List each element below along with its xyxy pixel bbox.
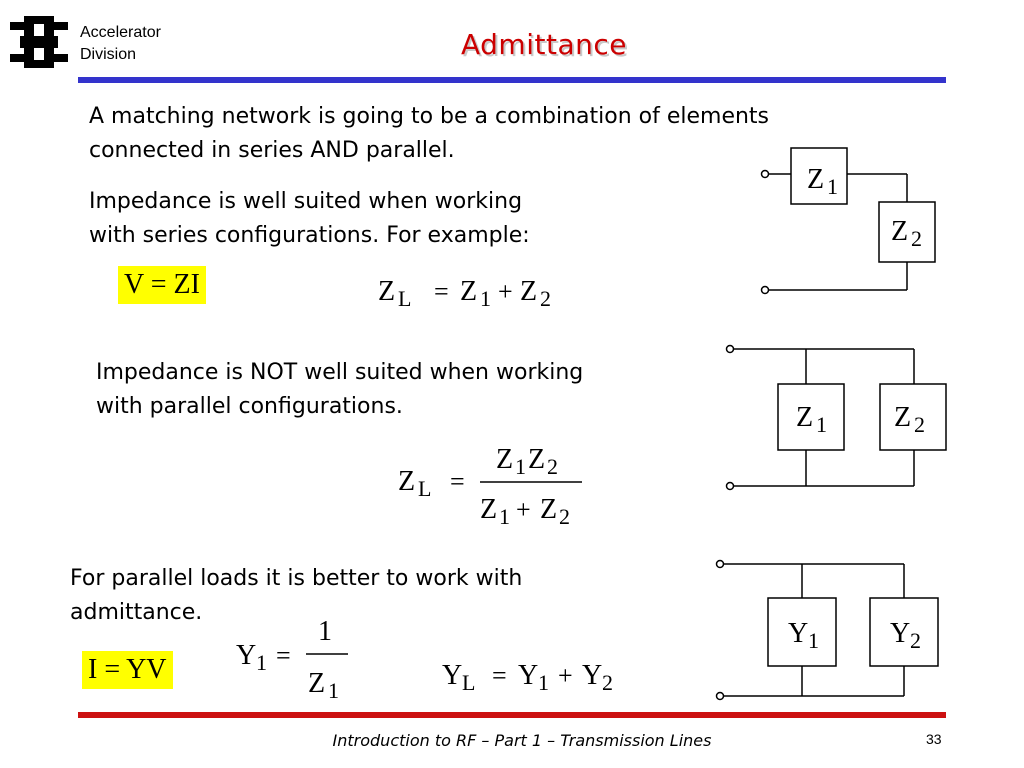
eq-par-num-a-sub: 1 (515, 454, 526, 479)
footer-title-text: Introduction to RF – Part 1 – Transmission Lines (332, 731, 712, 750)
eq-y1-den: Z (308, 668, 326, 699)
parallel-admittance-diagram (712, 556, 942, 706)
eq-yl-op: = (492, 661, 507, 690)
y2-label: Y (890, 618, 911, 649)
terminal-top (762, 171, 769, 178)
eq-par-num-a: Z (496, 444, 514, 475)
eq-yl-lhs-sub: L (462, 670, 476, 695)
paragraph-admittance-line-2: admittance. (70, 600, 203, 625)
equation-ohms-law: V = ZI (118, 266, 206, 304)
eq-yl-lhs: Y (442, 660, 463, 691)
terminal-bottom (762, 287, 769, 294)
eq-par-lhs-sub: L (418, 476, 432, 501)
eq-yl-b-sub: 2 (602, 670, 613, 695)
z2-sub: 2 (911, 226, 922, 251)
equation-admittance-definition (230, 610, 360, 704)
equation-parallel-admittance (436, 652, 636, 698)
terminal-top (717, 561, 724, 568)
terminal-bottom (717, 693, 724, 700)
eq-y1-den-sub: 1 (328, 678, 339, 703)
z1-label: Z (796, 402, 814, 433)
eq-series-plus: + (498, 277, 513, 306)
y2-sub: 2 (910, 628, 921, 653)
paragraph-parallel-line-2: with parallel configurations. (96, 394, 403, 419)
eq-series-a-sub: 1 (480, 286, 491, 311)
eq-series-a: Z (460, 276, 478, 307)
org-line-2: Division (80, 46, 137, 63)
eq-par-den-a: Z (480, 494, 498, 525)
eq-y1-lhs-sub: 1 (256, 650, 267, 675)
parallel-impedance-diagram (720, 340, 950, 500)
eq-yl-b: Y (582, 660, 603, 691)
eq-series-lhs: Z (378, 276, 396, 307)
y1-label: Y (788, 618, 809, 649)
org-line-1: Accelerator (80, 24, 161, 41)
paragraph-intro-line-2: connected in series AND parallel. (89, 138, 455, 163)
z2-box (880, 384, 946, 450)
footer-title (0, 731, 1024, 750)
z2-label: Z (894, 402, 912, 433)
paragraph-parallel (96, 356, 583, 424)
eq-par-num-b: Z (528, 444, 546, 475)
terminal-top (727, 346, 734, 353)
equation-series-impedance (370, 268, 590, 314)
z2-label: Z (891, 216, 909, 247)
paragraph-series-line-1: Impedance is well suited when working (89, 189, 523, 214)
eq-series-b-sub: 2 (540, 286, 551, 311)
z1-sub: 1 (827, 174, 838, 199)
eq-par-num-b-sub: 2 (547, 454, 558, 479)
page-title-text: Admittance (461, 28, 627, 61)
paragraph-series-line-2: with series configurations. For example: (89, 223, 530, 248)
paragraph-series (89, 185, 530, 253)
terminal-bottom (727, 483, 734, 490)
eq-par-den-b: Z (540, 494, 558, 525)
eq-par-lhs: Z (398, 466, 416, 497)
footer-divider (78, 712, 946, 718)
eq-par-plus: + (516, 495, 531, 524)
eq-par-op: = (450, 467, 465, 496)
paragraph-intro (89, 100, 769, 168)
page-number: 33 (926, 731, 942, 747)
series-circuit-diagram (755, 140, 945, 300)
eq-series-b: Z (520, 276, 538, 307)
paragraph-intro-line-1: A matching network is going to be a combination of elements (89, 104, 770, 129)
eq-par-den-b-sub: 2 (559, 504, 570, 529)
equation-admittance-law: I = YV (82, 651, 173, 689)
z2-sub: 2 (914, 412, 925, 437)
eq-y1-lhs: Y (236, 640, 257, 671)
eq-series-lhs-sub: L (398, 286, 412, 311)
paragraph-parallel-line-1: Impedance is NOT well suited when working (96, 360, 584, 385)
header-divider (78, 77, 946, 83)
paragraph-admittance-line-1: For parallel loads it is better to work with (70, 566, 523, 591)
y1-sub: 1 (808, 628, 819, 653)
z1-sub: 1 (816, 412, 827, 437)
eq-yl-a: Y (518, 660, 539, 691)
z1-label: Z (807, 164, 825, 195)
eq-series-op: = (434, 277, 449, 306)
eq-y1-op: = (276, 641, 291, 670)
eq-y1-num: 1 (318, 616, 332, 647)
eq-yl-plus: + (558, 661, 573, 690)
equation-parallel-impedance (388, 438, 598, 530)
eq-yl-a-sub: 1 (538, 670, 549, 695)
eq-par-den-a-sub: 1 (499, 504, 510, 529)
page-title (0, 28, 1024, 61)
